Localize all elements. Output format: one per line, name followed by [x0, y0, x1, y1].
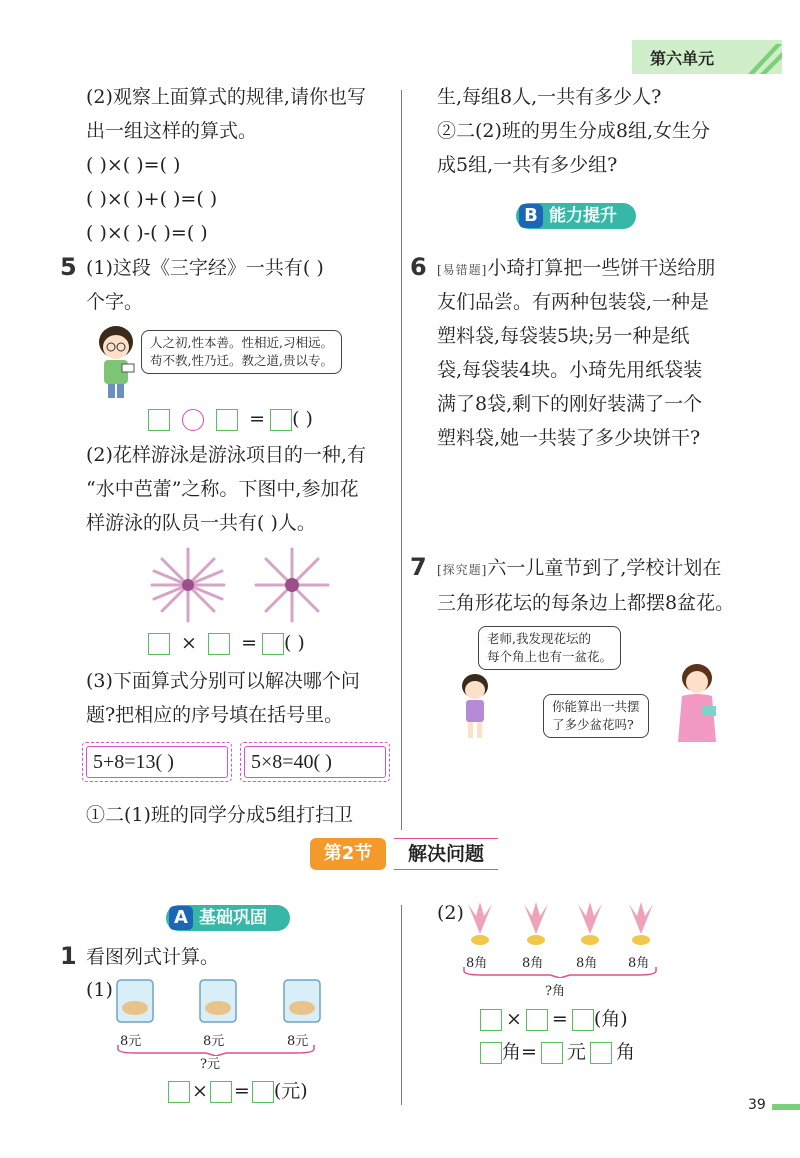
page-number: 39 — [748, 1097, 766, 1113]
unit-jiao: (角) — [593, 1008, 628, 1030]
operator-circle[interactable] — [182, 409, 204, 431]
price-label-2: 8元 — [203, 1034, 225, 1049]
section-b-letter: B — [519, 204, 543, 228]
price-label-3: 8角 — [576, 956, 598, 971]
section-b-title: 能力提升 — [549, 206, 617, 226]
q5-eq2-paren[interactable]: ( ) — [283, 632, 305, 654]
girl-bubble-line1: 老师,我发现花坛的 — [487, 631, 591, 646]
q5-2-line2: “水中芭蕾”之称。下图中,参加花 — [86, 478, 359, 500]
q1-2-conversion: 角= 元 角 — [480, 1037, 635, 1064]
q6-line4: 袋,每袋装4块。小琦先用纸袋装 — [437, 359, 703, 381]
boy-reading-illustration — [86, 322, 146, 402]
q1-1-equation: × = (元) — [168, 1076, 308, 1103]
unit-title: 第六单元 — [650, 49, 715, 68]
price-label-2: 8角 — [522, 956, 544, 971]
unit-yuan: (元) — [273, 1080, 308, 1102]
q5-equation-2: × = ( ) — [148, 632, 305, 655]
q5-2-line1: (2)花样游泳是游泳项目的一种,有 — [86, 444, 366, 466]
question-number-6: 6 — [410, 253, 427, 281]
header-unit-tab — [632, 40, 782, 74]
answer-box[interactable] — [148, 633, 170, 655]
snack-bag-icon — [115, 978, 155, 1024]
answer-box[interactable] — [590, 1042, 612, 1064]
equation-add-text[interactable]: 5+8=13( ) — [86, 746, 228, 778]
price-label-3: 8元 — [287, 1034, 309, 1049]
q5-3-line1: (3)下面算式分别可以解决哪个问 — [86, 670, 360, 692]
snack-bag-icon — [282, 978, 322, 1024]
swimming-formation-1-illustration — [148, 545, 228, 625]
part-1-label: (1) — [86, 979, 113, 1001]
question-number-1: 1 — [60, 942, 77, 970]
flower-pot-icon — [572, 900, 608, 948]
q7-line1 — [437, 553, 721, 585]
snack-bag-icon — [198, 978, 238, 1024]
answer-box[interactable] — [210, 1081, 232, 1103]
girl-bubble-line2: 每个角上也有一盆花。 — [487, 649, 613, 664]
teacher-speech-bubble — [543, 694, 649, 738]
flower-pot-icon — [462, 900, 498, 948]
q5-equation-1: = ( ) — [148, 408, 313, 431]
q6-tag: [易错题] — [437, 263, 488, 277]
answer-box[interactable] — [168, 1081, 190, 1103]
sanzijing-line1: 人之初,性本善。性相近,习相远。 — [150, 335, 333, 350]
q4-2-line1: (2)观察上面算式的规律,请你也写 — [86, 86, 366, 108]
equation-card-add — [82, 742, 232, 782]
total-price-label: ?角 — [545, 984, 565, 999]
q4-2-line2: 出一组这样的算式。 — [86, 120, 258, 142]
q5-1-line2: 个字。 — [86, 291, 144, 313]
blank-equation-1[interactable]: ( )×( )=( ) — [86, 154, 181, 176]
problem-2-line2: 成5组,一共有多少组? — [437, 154, 618, 176]
answer-box[interactable] — [216, 409, 238, 431]
q7-tag: [探究题] — [437, 563, 488, 577]
q7-text-line1: 六一儿童节到了,学校计划在 — [487, 557, 722, 579]
page-number-bar — [772, 1104, 800, 1110]
section-2-title: 解决问题 — [394, 838, 498, 870]
q1-2-equation: × = (角) — [480, 1004, 628, 1031]
q1-text: 看图列式计算。 — [86, 946, 220, 968]
section-a-title: 基础巩固 — [199, 908, 267, 928]
equation-card-mul — [240, 742, 390, 782]
answer-box[interactable] — [270, 409, 292, 431]
q5-1-line1: (1)这段《三字经》一共有( ) — [86, 257, 324, 279]
answer-box[interactable] — [526, 1009, 548, 1031]
answer-box[interactable] — [262, 633, 284, 655]
q6-line5: 满了8袋,剩下的刚好装满了一个 — [437, 393, 703, 415]
q6-line3: 塑料袋,每袋装5块;另一种是纸 — [437, 325, 690, 347]
answer-box[interactable] — [148, 409, 170, 431]
answer-box[interactable] — [480, 1009, 502, 1031]
teacher-bubble-line2: 了多少盆花吗? — [552, 717, 634, 732]
price-label-4: 8角 — [628, 956, 650, 971]
section-2-header — [310, 838, 500, 872]
girl-speech-bubble — [478, 626, 621, 670]
teacher-illustration — [672, 662, 722, 747]
q6-text-line1: 小琦打算把一些饼干送给朋 — [487, 257, 716, 279]
answer-box[interactable] — [480, 1042, 502, 1064]
blank-equation-2[interactable]: ( )×( )+( )=( ) — [86, 188, 218, 210]
answer-box[interactable] — [572, 1009, 594, 1031]
section-a-letter: A — [169, 906, 193, 930]
answer-box[interactable] — [252, 1081, 274, 1103]
swimming-formation-2-illustration — [252, 545, 332, 625]
section-a-badge — [166, 905, 290, 931]
total-brace-bracket — [462, 966, 658, 978]
q7-line2: 三角形花坛的每条边上都摆8盆花。 — [437, 592, 735, 614]
sanzijing-line2: 苟不教,性乃迁。教之道,贵以专。 — [150, 353, 333, 368]
q6-line1 — [437, 253, 715, 285]
question-number-7: 7 — [410, 553, 427, 581]
answer-box[interactable] — [541, 1042, 563, 1064]
price-label-1: 8元 — [120, 1034, 142, 1049]
problem-1-line2: 生,每组8人,一共有多少人? — [437, 86, 662, 108]
total-price-label: ?元 — [200, 1057, 220, 1072]
price-label-1: 8角 — [466, 956, 488, 971]
q6-line2: 友们品尝。有两种包装袋,一种是 — [437, 291, 710, 313]
section-b-badge — [516, 203, 636, 229]
question-number-5: 5 — [60, 253, 77, 281]
flower-pot-icon — [623, 900, 659, 948]
problem-2-line1: ②二(2)班的男生分成8组,女生分 — [437, 120, 711, 142]
section-2-number: 第2节 — [310, 838, 386, 870]
blank-equation-3[interactable]: ( )×( )-( )=( ) — [86, 222, 208, 244]
part-2-label: (2) — [437, 902, 464, 924]
teacher-bubble-line1: 你能算出一共摆 — [552, 699, 640, 714]
sanzijing-bubble — [141, 330, 342, 374]
equation-mul-text[interactable]: 5×8=40( ) — [244, 746, 386, 778]
problem-1-line1: ①二(1)班的同学分成5组打扫卫 — [86, 804, 354, 826]
answer-box[interactable] — [208, 633, 230, 655]
column-divider-top — [401, 90, 402, 830]
q6-line6: 塑料袋,她一共装了多少块饼干? — [437, 427, 701, 449]
q5-eq1-paren[interactable]: ( ) — [292, 408, 313, 430]
column-divider-bottom — [401, 905, 402, 1105]
girl-illustration — [455, 672, 495, 742]
stripe-decoration-icon — [742, 40, 782, 74]
q5-2-line3: 样游泳的队员一共有( )人。 — [86, 512, 316, 534]
flower-pot-icon — [518, 900, 554, 948]
q5-3-line2: 题?把相应的序号填在括号里。 — [86, 704, 344, 726]
